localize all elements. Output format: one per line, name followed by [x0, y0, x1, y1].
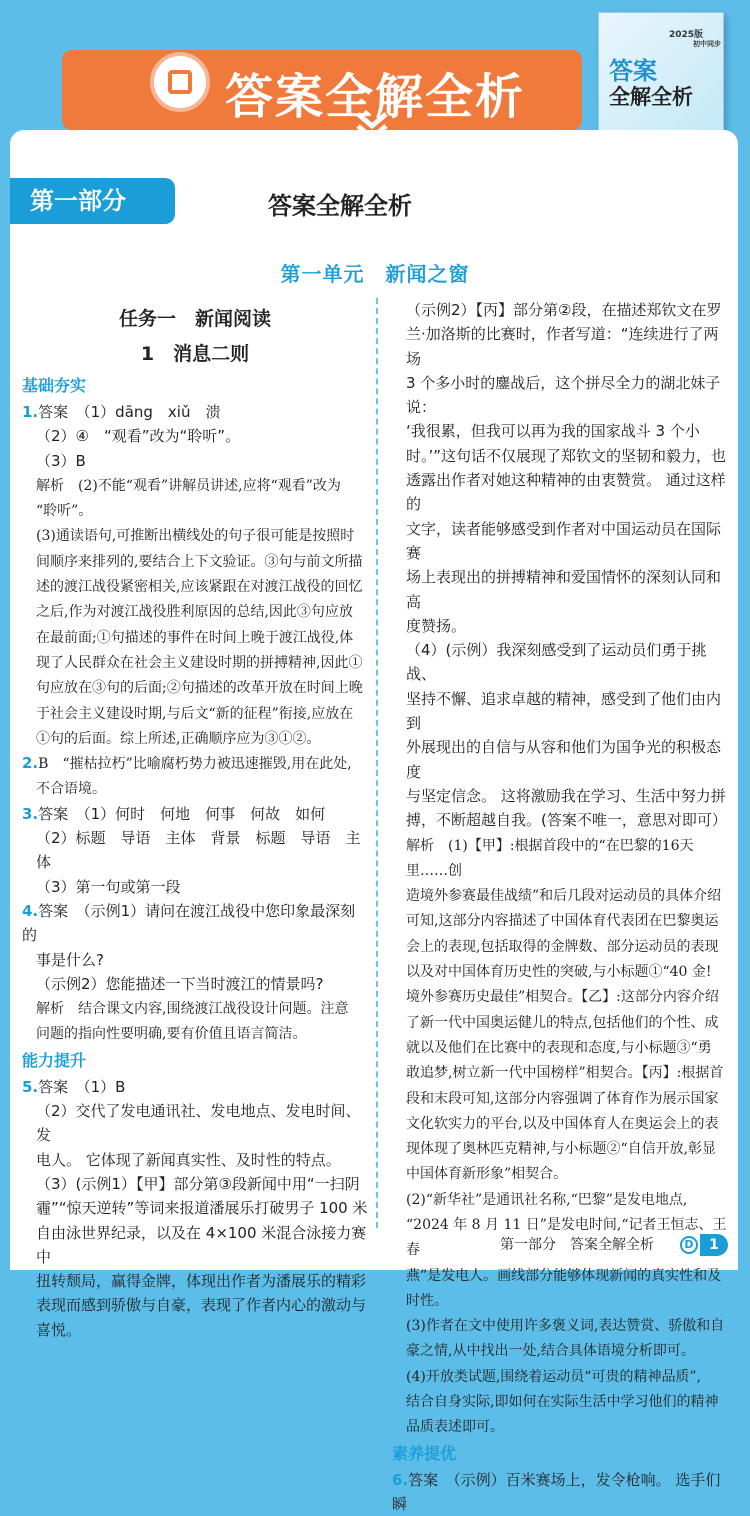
answer-text: “2024 年 8 月 11 日”是发电时间,“记者王恒志、王春: [406, 1216, 727, 1259]
answer-line: [22, 1021, 368, 1046]
answer-line: [22, 972, 368, 996]
book-stamp-icon: [150, 52, 210, 112]
answer-line: [22, 523, 368, 548]
answer-text: 现了人民群众在社会主义建设时期的拼搏精神,因此①: [36, 654, 363, 671]
answer-line: [22, 701, 368, 726]
answer-text: 解析 (1)【甲】:根据首段中的“在巴黎的16天里……创: [406, 837, 694, 879]
answer-line: [392, 735, 732, 784]
answer-line: [392, 565, 732, 614]
answer-line: [392, 784, 732, 808]
book-year: 2025版: [669, 30, 704, 40]
answer-text: （示例2）您能描述一下当时渡江的情景吗?: [36, 974, 324, 993]
book-title-line2: 全解全析: [609, 85, 693, 109]
answer-line: [22, 473, 368, 498]
answer-text: (3)作者在文中使用许多褒义词,表达赞赏、骄傲和自: [406, 1318, 725, 1335]
right-answers-1: [392, 298, 732, 1440]
question-number: 6.: [392, 1470, 409, 1489]
answer-text: 坚持不懈、追求卓越的精神，感受到了他们由内到: [406, 689, 722, 733]
answer-text: (4)开放类试题,围绕着运动员“可贵的精神品质”,: [406, 1368, 702, 1385]
answer-text: 就以及他们在比赛中的表现和态度,与小标题③“勇: [406, 1039, 712, 1056]
question-number: 4.: [22, 901, 39, 920]
answer-line: [392, 808, 732, 832]
answer-text: 答案 （1）dāng xiǔ 溃: [38, 403, 221, 421]
answer-line: [22, 625, 368, 650]
answer-text: 解析 (2)不能“观看”讲解员讲述,应将“观看”改为: [36, 477, 341, 494]
answer-line: [392, 1288, 732, 1313]
answer-text: 度赞扬。: [406, 616, 467, 635]
answer-line: [392, 1414, 732, 1439]
answer-text: 事是什么?: [36, 950, 104, 969]
question-number: 1.: [22, 403, 39, 421]
answer-line: [22, 498, 368, 523]
part-tab: 第一部分: [10, 178, 175, 224]
answer-line: [22, 1269, 368, 1293]
answer-line: [392, 1263, 732, 1288]
answer-line: [392, 833, 732, 884]
answer-text: 之后,作为对渡江战役胜利原因的总结,因此③句应放: [36, 604, 353, 621]
answer-text: 豪之情,从中找出一处,结合具体语境分析即可。: [406, 1343, 695, 1360]
answer-text: 表现而感到骄傲与自豪，表现了作者内心的激动与: [36, 1296, 367, 1315]
answer-line: [22, 549, 368, 574]
answer-text: （4）(示例）我深刻感受到了运动员们勇于挑战、: [406, 641, 707, 684]
answer-line: [22, 1075, 368, 1099]
answer-text: 兰·加洛斯的比赛时，作者写道：“连续进行了两场: [406, 325, 719, 368]
answer-line: [22, 1099, 368, 1148]
answer-text: 与坚定信念。 这将激励我在学习、生活中努力拼: [406, 786, 726, 805]
answer-line: [392, 298, 732, 322]
answer-text: 透露出作者对她这种精神的由衷赞赏。 通过这样的: [406, 471, 726, 514]
answer-text: （2）交代了发电通讯社、发电地点、发电时间、发: [36, 1102, 361, 1145]
task-title: 任务一 新闻阅读: [118, 308, 271, 330]
answer-text: （3）B: [36, 451, 86, 470]
answer-text: ‘我很累，但我可以再为我的国家战斗 3 个小: [406, 422, 700, 441]
answer-line: [22, 875, 368, 899]
answer-text: B “摧枯拉朽”比喻腐朽势力被迅速摧毁,用在此处,: [38, 756, 352, 773]
footer-text: 第一部分 答案全解全析: [500, 1237, 654, 1253]
answer-line: [22, 675, 368, 700]
answer-text: 时。’”这句话不仅展现了郑钦文的坚韧和毅力，也: [406, 446, 727, 465]
answer-text: 文字，读者能够感受到作者对中国运动员在国际赛: [406, 519, 722, 562]
answer-text: 喜悦。: [36, 1320, 82, 1339]
answer-line: [392, 1468, 732, 1516]
answer-line: [392, 687, 732, 736]
answer-text: 解析 结合课文内容,围绕渡江战役设计问题。注意: [36, 1001, 349, 1018]
answer-line: [22, 1318, 368, 1342]
answer-line: [392, 1136, 732, 1161]
answer-text: 场上表现出的拼搏精神和爱国情怀的深刻认同和高: [406, 568, 722, 611]
right-column: [392, 298, 732, 1516]
answer-text: 电人。 它体现了新闻真实性、及时性的特点。: [36, 1150, 341, 1169]
answer-line: [392, 468, 732, 517]
section-ability: 能力提升: [22, 1050, 87, 1070]
unit-title: 第一单元 新闻之窗: [280, 262, 470, 286]
left-answers-2: [22, 1075, 368, 1342]
section-literacy: 素养提优: [392, 1443, 457, 1463]
answer-line: [392, 934, 732, 959]
answer-text: 句应放在③句的后面;②句描述的改革开放在时间上晚: [36, 680, 363, 697]
answer-line: [22, 996, 368, 1021]
right-answers-2: [392, 1468, 732, 1516]
answer-text: 燕”是发电人。画线部分能够体现新闻的真实性和及: [406, 1267, 722, 1284]
answer-line: [392, 1389, 732, 1414]
column-divider: [376, 298, 378, 1228]
answer-text: 品质表述即可。: [406, 1419, 504, 1436]
answer-line: [392, 959, 732, 984]
answer-line: [22, 574, 368, 599]
answer-text: 结合自身实际,即如何在实际生活中学习他们的精神: [406, 1394, 719, 1411]
answer-text: ①句的后面。综上所述,正确顺序应为③①②。: [36, 730, 321, 747]
answer-line: [392, 1086, 732, 1111]
answer-line: [392, 908, 732, 933]
answer-line: [22, 1221, 368, 1270]
answer-line: [22, 726, 368, 751]
book-grade: 初中同步: [693, 40, 721, 48]
answer-line: [392, 1111, 732, 1136]
banner-title: 答案全解全析: [225, 69, 526, 125]
answer-line: [392, 1060, 732, 1085]
header-title: 答案全解全析: [268, 192, 412, 220]
answer-line: [392, 1161, 732, 1186]
answer-text: 霾”“惊天逆转”等词来报道潘展乐打破男子 100 米: [36, 1199, 368, 1218]
answer-text: (3)通读语句,可推断出横线处的句子很可能是按照时: [36, 528, 355, 545]
answer-line: [392, 614, 732, 638]
answer-text: 不合语境。: [36, 781, 106, 798]
answer-line: [22, 599, 368, 624]
answer-line: [392, 371, 732, 420]
answer-text: 述的渡江战役紧密相关,应该紧跟在对渡江战役的回忆: [36, 579, 363, 596]
left-column: [22, 298, 368, 1342]
answer-line: [392, 1035, 732, 1060]
answer-line: [22, 650, 368, 675]
answer-line: [22, 424, 368, 448]
answer-text: 自由泳世界纪录，以及在 4×100 米混合泳接力赛中: [36, 1223, 367, 1266]
answer-line: [22, 1293, 368, 1317]
answer-text: 间顺序来排列的,要结合上下文验证。③句与前文所描: [36, 553, 363, 570]
answer-line: [22, 449, 368, 473]
answer-text: 答案 （1）何时 何地 何事 何故 如何: [38, 804, 326, 823]
answer-line: [22, 1172, 368, 1196]
answer-line: [392, 1313, 732, 1338]
answer-line: [22, 1148, 368, 1172]
question-number: 3.: [22, 804, 39, 823]
answer-text: 以及对中国体育历史性的突破,与小标题①“40 金!: [406, 964, 712, 981]
answer-line: [392, 1338, 732, 1363]
answer-text: （2）④ “观看”改为“聆听”。: [36, 427, 241, 446]
answer-line: [392, 883, 732, 908]
answer-line: [22, 776, 368, 801]
answer-line: [392, 517, 732, 566]
answer-line: [22, 826, 368, 875]
footer-letter: D: [680, 1236, 698, 1254]
answer-line: [392, 419, 732, 443]
answer-line: [22, 802, 368, 826]
answer-text: 境外参赛历史最佳”相契合。【乙】:这部分内容介绍: [406, 989, 719, 1006]
answer-line: [392, 1010, 732, 1035]
answer-text: 段和末段可知,这部分内容强调了体育作为展示国家: [406, 1090, 719, 1107]
answer-text: “聆听”。: [36, 503, 93, 520]
answer-text: （示例2）【丙】部分第②段，在描述郑钦文在罗: [406, 301, 722, 319]
section-basic: 基础夯实: [22, 376, 87, 395]
answer-text: （2）标题 导语 主体 背景 标题 导语 主体: [36, 829, 361, 872]
answer-text: 问题的指向性要明确,要有价值且语言简洁。: [36, 1026, 307, 1043]
answer-text: 扭转颓局，赢得金牌，体现出作者为潘展乐的精彩: [36, 1272, 367, 1291]
answer-text: 造境外参赛最佳战绩”和后几段对运动员的具体介绍: [406, 888, 722, 905]
answer-line: [392, 1364, 732, 1389]
question-number: 5.: [22, 1077, 39, 1096]
answer-line: [392, 322, 732, 371]
book-title-line1: 答案: [609, 57, 657, 85]
answer-text: 了新一代中国奥运健儿的特点,包括他们的个性、成: [406, 1014, 719, 1031]
page-number: 1: [700, 1234, 728, 1256]
lesson-title: 1 消息二则: [140, 343, 250, 365]
answer-text: 现体现了奥林匹克精神,与小标题②“自信开放,彰显: [406, 1141, 717, 1158]
answer-text: (2)“新华社”是通讯社名称,“巴黎”是发电地点,: [406, 1191, 688, 1208]
answer-text: 中国体育新形象”相契合。: [406, 1166, 568, 1183]
answer-text: 时性。: [406, 1292, 448, 1309]
answer-line: [392, 444, 732, 468]
answer-text: 外展现出的自信与从容和他们为国争光的积极态度: [406, 738, 722, 781]
answer-text: 文化软实力的平台,以及中国体育人在奥运会上的表: [406, 1115, 719, 1132]
answer-text: 搏，不断超越自我。(答案不唯一，意思对即可）: [406, 811, 727, 830]
answer-text: 会上的表现,包括取得的金牌数、部分运动员的表现: [406, 938, 719, 955]
answer-line: [22, 1196, 368, 1220]
answer-text: 可知,这部分内容描述了中国体育代表团在巴黎奥运: [406, 913, 719, 930]
answer-text: （3）第一句或第一段: [36, 877, 181, 896]
answer-text: 答案 （1）B: [38, 1077, 126, 1096]
answer-line: [22, 899, 368, 948]
answer-text: 答案 （示例）百米赛场上，发令枪响。 选手们瞬: [392, 1470, 721, 1513]
answer-text: （3）(示例1）【甲】部分第③段新闻中用“一扫阴: [36, 1174, 360, 1193]
answer-line: [392, 1187, 732, 1212]
answer-line: [22, 400, 368, 424]
answer-line: [22, 948, 368, 972]
answer-line: [392, 638, 732, 687]
answer-text: 于社会主义建设时期,与后文“新的征程”衔接,应放在: [36, 705, 354, 722]
answer-text: 答案 （示例1）请问在渡江战役中您印象最深刻的: [22, 901, 356, 945]
answer-text: 敢追梦,树立新一代中国榜样”相契合。【丙】:根据首: [406, 1065, 724, 1082]
answer-line: [22, 751, 368, 776]
answer-line: [392, 984, 732, 1009]
question-number: 2.: [22, 754, 39, 773]
answer-text: 在最前面;①句描述的事件在时间上晚于渡江战役,体: [36, 629, 354, 646]
left-answers-1: [22, 400, 368, 1047]
answer-text: 3 个多小时的鏖战后，这个拼尽全力的湖北妹子说：: [406, 373, 721, 417]
